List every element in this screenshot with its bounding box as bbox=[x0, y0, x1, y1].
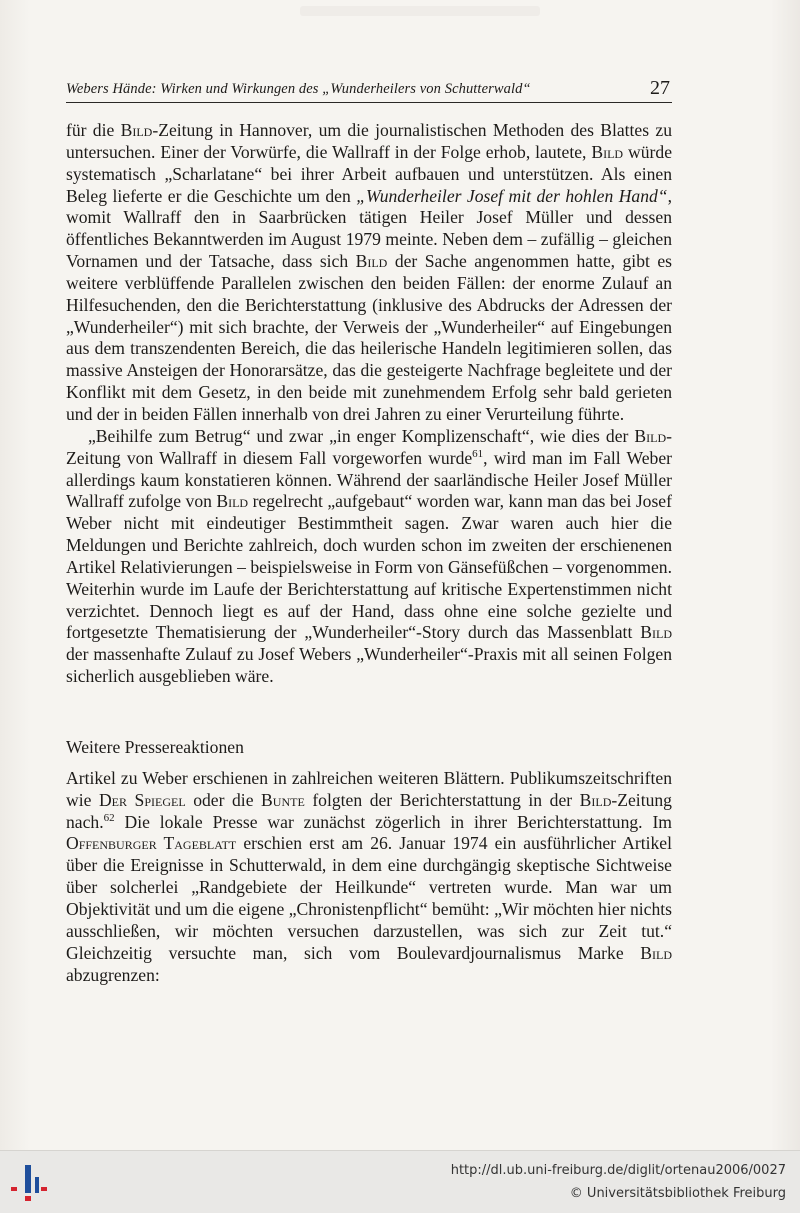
running-head bbox=[66, 78, 672, 103]
body-text bbox=[66, 120, 672, 986]
footnote-ref: 62 bbox=[103, 811, 115, 824]
small-caps-text: Bild bbox=[591, 141, 624, 162]
small-caps-text: Bild bbox=[634, 425, 667, 446]
copyright-notice: © Universitätsbibliothek Freiburg bbox=[569, 1186, 786, 1201]
running-head-title: Webers Hände: Wirken und Wirkungen des „Wunderheilers von Schutterwald“ bbox=[66, 81, 531, 97]
small-caps-text: Bild bbox=[640, 622, 672, 643]
small-caps-text: Bild bbox=[355, 251, 388, 272]
italic-text: „Wunderheiler Josef mit der hohlen Hand“ bbox=[356, 185, 668, 206]
small-caps-text: Bild bbox=[216, 491, 249, 512]
paragraph: „Beihilfe zum Betrug“ und zwar „in enger Komplizenschaft“, wie dies der Bild-Zeitung von Wallraff in diesem Fall vorgeworfen wurde$^{61}$, wird man im Fall Weber allerdings kaum konstatieren können. Während der saarländische Heiler Josef Müller Wallraff zufolge von Bild regelrecht „aufgebaut“ worden war, kann man das bei Josef Weber nicht mit eindeutiger Bestimmtheit sagen. Zwar waren auch hier die Meldungen und Berichte zahlreich, doch wurden schon im zweiten der erschienenen Artikel Relativierungen – beispielsweise in Form von Gänsefüßchen – vorgenommen. Weiterhin wurde im Laufe der Berichterstattung auf kritische Expertenstimmen nicht verzichtet. Dennoch liegt es auf der Hand, dass ohne eine solche gezielte und fortgesetzte Thematisierung der „Wunderheiler“-Story durch das Massenblatt Bild der massenhafte Zulauf zu Josef Webers „Wunderheiler“-Praxis mit all seinen Folgen sicherlich ausgeblieben wäre. bbox=[66, 425, 672, 687]
paragraph: für die Bild-Zeitung in Hannover, um die journalistischen Methoden des Blattes zu untersuchen. Einer der Vorwürfe, die Wallraff in der Folge erhob, lautete, Bild würde systematisch „Scharlatane“ bei ihrer Arbeit aufbauen und unterstützen. Als einen Beleg lieferte er die Geschichte um den „Wunderheiler Josef mit der hohlen Hand“, womit Wallraff den in Saarbrücken tätigen Heiler Josef Müller und dessen öffentliches Bekanntwerden im August 1979 meinte. Neben dem – zufällig – gleichen Vornamen und der Tatsache, dass sich Bild der Sache angenommen hatte, gibt es weitere verblüffende Parallelen zwischen den beiden Fällen: der enorme Zulauf an Hilfesuchenden, den die Berichterstattung (inklusive des Abdrucks der Adressen der „Wunderheiler“) mit sich brachte, der Verweis der „Wunderheiler“ auf Eingebungen aus dem transzendenten Bereich, die das heilerische Handeln legitimieren sollen, das massive Ansteigen der Honorarsätze, das die gesteigerte Nachfrage begleitete und der Konflikt mit dem Gesetz, in den beide mit zunehmendem Erfolg sehr bald gerieten und der in beiden Fällen innerhalb von drei Jahren zu einer Verurteilung führte. bbox=[66, 120, 673, 424]
section-heading: Weitere Pressereaktionen bbox=[66, 736, 244, 757]
small-caps-text: Bild bbox=[120, 120, 153, 140]
small-caps-text: Bild bbox=[640, 942, 672, 963]
small-caps-text: Bunte bbox=[261, 789, 305, 810]
paragraph: Artikel zu Weber erschienen in zahlreichen weiteren Blättern. Publikumszeitschriften wie Der Spiegel oder die Bunte folgten der Berichterstattung in der Bild-Zeitung nach.$^{62}$ Die lokale Presse war zunächst zögerlich in ihrer Berichterstattung. Im Offenburger Tageblatt erschien erst am 26. Januar 1974 ein ausführlicher Artikel über die Ereignisse in Schutterwald, in dem eine durchgängig skeptische Sichtweise über solcherlei „Randgebiete der Heilkunde“ vertreten wurde. Man war um Objektivität und um die eigene „Chronistenpflicht“ bemüht: „Wir möchten hier nichts ausschließen, wir möchten versuchen darzustellen, was sich zur Zeit tut.“ Gleichzeitig versuchte man, sich vom Boulevardjournalismus Marke Bild abzugrenzen: bbox=[66, 767, 673, 985]
small-caps-text: Offenburger Tageblatt bbox=[66, 833, 237, 854]
library-logo-icon bbox=[8, 1163, 48, 1203]
small-caps-text: Bild bbox=[579, 789, 612, 810]
footnote-ref: 61 bbox=[472, 447, 484, 460]
bleed-through-mark bbox=[300, 6, 540, 16]
viewer-footer bbox=[0, 1150, 800, 1213]
page-number: 27 bbox=[650, 77, 670, 99]
small-caps-text: Der Spiegel bbox=[98, 789, 186, 810]
source-url-link[interactable]: http://dl.ub.uni-freiburg.de/diglit/ortenau2006/0027 bbox=[450, 1163, 786, 1178]
